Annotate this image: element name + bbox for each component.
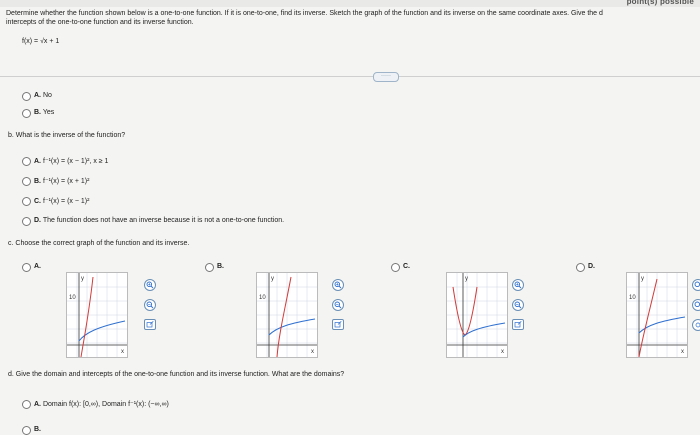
graph-a-svg (67, 273, 127, 357)
axis-y-label: y (271, 276, 274, 282)
radio-c-d[interactable] (576, 263, 585, 272)
zoom-out-icon[interactable] (512, 299, 524, 311)
radio-b-c[interactable] (22, 197, 31, 206)
option-letter: D. (588, 263, 595, 270)
graph-option-b (256, 272, 318, 358)
radio-c-c[interactable] (391, 263, 400, 272)
radio-c-a[interactable] (22, 263, 31, 272)
radio-a-no[interactable] (22, 92, 31, 101)
graph-b-svg (257, 273, 317, 357)
option-a-yes (34, 109, 54, 116)
zoom-in-icon[interactable] (692, 279, 700, 291)
axis-x-label: x (501, 349, 504, 355)
option-b-a (34, 157, 108, 165)
option-letter: D. (34, 217, 41, 224)
graph-d-svg (627, 273, 687, 357)
radio-b-b[interactable] (22, 177, 31, 186)
function-definition: f(x) = √x + 1 (22, 38, 60, 45)
radio-b-a[interactable] (22, 157, 31, 166)
points-label: point(s) possible (626, 0, 694, 6)
option-letter: B. (34, 426, 41, 433)
option-letter: C. (403, 263, 410, 270)
radio-d-a[interactable] (22, 400, 31, 409)
axis-x-label: x (311, 349, 314, 355)
option-d-a (34, 400, 169, 408)
axis-y-label: y (81, 276, 84, 282)
option-letter: C. (34, 198, 41, 205)
section-divider (0, 76, 700, 77)
part-d-prompt: d. Give the domain and intercepts of the one-to-one function and its inverse function. What are the domains? (8, 371, 345, 378)
zoom-in-icon[interactable] (512, 279, 524, 291)
option-letter: A. (34, 401, 41, 408)
graph-option-a (66, 272, 128, 358)
tick-label: 10 (259, 295, 266, 301)
option-text: Domain f(x): [0,∞), Domain f⁻¹(x): (−∞,∞) (42, 401, 169, 408)
zoom-out-icon[interactable] (692, 299, 700, 311)
option-letter: A. (34, 263, 41, 270)
radio-b-d[interactable] (22, 217, 31, 226)
option-letter: B. (34, 109, 41, 116)
external-link-icon[interactable] (692, 319, 700, 331)
option-text: No (42, 92, 52, 99)
option-d-b (34, 426, 41, 433)
graph-option-c (446, 272, 508, 358)
part-b-prompt: b. What is the inverse of the function? (8, 132, 126, 139)
option-text: f⁻¹(x) = (x − 1)² (42, 198, 90, 205)
axis-x-label: x (681, 349, 684, 355)
option-letter: B. (34, 178, 41, 185)
zoom-in-icon[interactable] (332, 279, 344, 291)
external-link-icon[interactable] (512, 319, 524, 330)
option-text: f⁻¹(x) = (x + 1)² (42, 178, 90, 185)
option-b-b (34, 177, 89, 185)
option-letter: B. (217, 263, 224, 270)
option-letter: A. (34, 92, 41, 99)
expand-button[interactable]: ····· (373, 72, 399, 82)
part-c-prompt: c. Choose the correct graph of the function and its inverse. (8, 240, 190, 247)
question-text-line-1: Determine whether the function shown below is a one-to-one function. If it is one-to-one, find its inverse. Sketch the graph of the function and its inverse on the same coordinate axes. Give the d (6, 10, 603, 17)
option-text: f⁻¹(x) = (x − 1)², x ≥ 1 (42, 158, 109, 165)
radio-a-yes[interactable] (22, 109, 31, 118)
axis-y-label: y (641, 276, 644, 282)
option-a-no (34, 92, 52, 99)
tick-label: 10 (629, 295, 636, 301)
tick-label: 10 (69, 295, 76, 301)
zoom-out-icon[interactable] (332, 299, 344, 311)
external-link-icon[interactable] (144, 319, 156, 330)
question-text-line-2: intercepts of the one-to-one function and its inverse function. (6, 19, 194, 26)
axis-x-label: x (121, 349, 124, 355)
zoom-in-icon[interactable] (144, 279, 156, 291)
external-link-icon[interactable] (332, 319, 344, 330)
option-letter: A. (34, 158, 41, 165)
axis-y-label: y (465, 276, 468, 282)
option-b-c (34, 197, 89, 205)
option-text: Yes (42, 109, 55, 116)
graph-option-d (626, 272, 688, 358)
radio-c-b[interactable] (205, 263, 214, 272)
option-b-d (34, 217, 284, 224)
graph-c-svg (447, 273, 507, 357)
zoom-out-icon[interactable] (144, 299, 156, 311)
top-bar (0, 0, 700, 7)
option-text: The function does not have an inverse because it is not a one-to-one function. (42, 217, 285, 224)
